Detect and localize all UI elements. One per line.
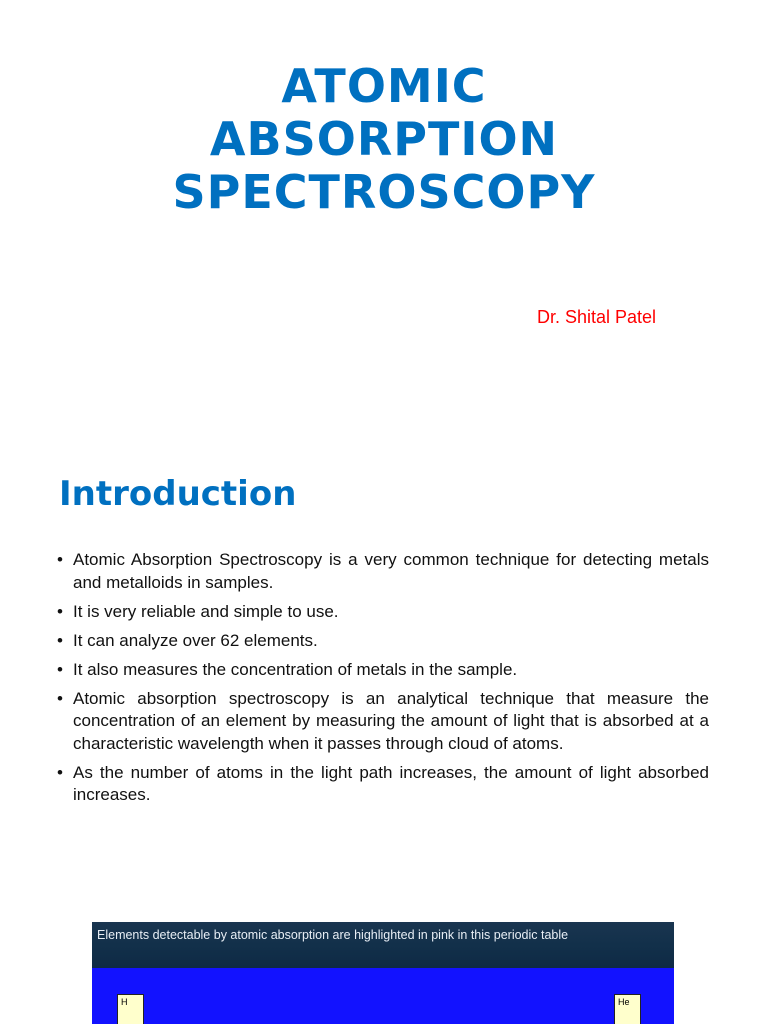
bullet-item: • Atomic absorption spectroscopy is an analytical technique that measure the concentration of an element by measuring the amount of light that is absorbed at a characteristic wavelength when it passes through cloud of atoms. xyxy=(57,688,709,756)
author-name: Dr. Shital Patel xyxy=(537,307,657,327)
title-line-2: ABSORPTION xyxy=(209,112,559,166)
element-cell-hydrogen: H xyxy=(117,994,144,1024)
title-line-3: SPECTROSCOPY xyxy=(172,165,596,219)
bullet-item: • It is very reliable and simple to use. xyxy=(57,601,709,624)
bullet-item: • It also measures the concentration of metals in the sample. xyxy=(57,659,709,682)
periodic-table-figure xyxy=(92,922,674,1024)
bullet-item: • It can analyze over 62 elements. xyxy=(57,630,709,653)
element-cell-helium: He xyxy=(614,994,641,1024)
bullet-item: • As the number of atoms in the light path increases, the amount of light absorbed increases. xyxy=(57,762,709,807)
bullet-item: • Atomic Absorption Spectroscopy is a very common technique for detecting metals and metalloids in samples. xyxy=(57,549,709,594)
section-heading: Introduction xyxy=(59,474,297,514)
title-line-1: ATOMIC xyxy=(281,59,487,113)
figure-caption: Elements detectable by atomic absorption are highlighted in pink in this periodic table xyxy=(97,928,569,942)
figure-caption-band xyxy=(92,922,674,968)
page-title xyxy=(0,60,768,219)
periodic-table-background xyxy=(92,968,674,1024)
bullet-list xyxy=(57,549,709,813)
